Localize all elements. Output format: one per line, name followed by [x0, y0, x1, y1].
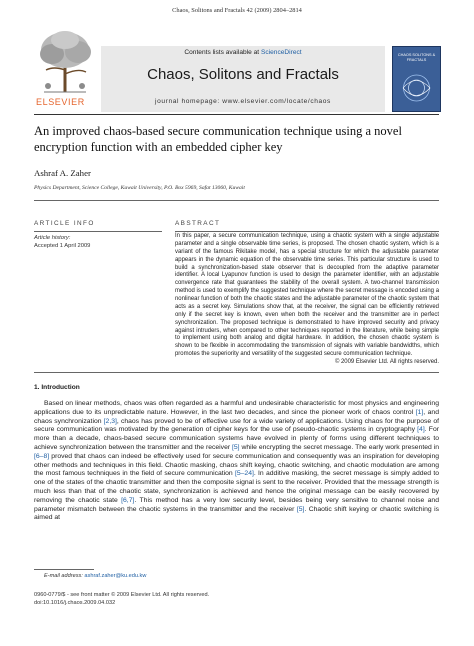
- citation-link[interactable]: [1]: [415, 408, 424, 416]
- intro-text-segment: proved that chaos can indeed be effectively used for secure communication and consequently was an inspiration for developing other methods and techniques in this field. Chaotic masking, chaos shift keying, chaotic switching, and chaotic modulation are among the most famous techniques in the field of secure communication: [34, 452, 439, 478]
- running-head: Chaos, Solitons and Fractals 42 (2009) 2804–2814: [172, 7, 302, 14]
- abstract-bottom-rule: [34, 372, 439, 373]
- article-history-label: Article history:: [34, 235, 71, 241]
- abstract-label: ABSTRACT: [175, 220, 221, 227]
- author-email-link[interactable]: ashraf.zaher@ku.edu.kw: [84, 573, 147, 579]
- citation-link[interactable]: [5]: [232, 443, 240, 451]
- citation-link[interactable]: [6–8]: [34, 452, 50, 460]
- abstract-copyright: © 2009 Elsevier Ltd. All rights reserved.: [334, 359, 439, 365]
- abstract-rule: [175, 231, 439, 232]
- publisher-wordmark: ELSEVIER: [36, 97, 85, 107]
- journal-title: Chaos, Solitons and Fractals: [147, 66, 339, 83]
- cover-title: CHAOS SOLITONS & FRACTALS: [397, 53, 436, 62]
- intro-text-segment: . In additive masking, the secret message is simply added to one of the states of the chaotic transmitter and then the composite signal is sent to the receiver. Provided that the message strength is much less than that of the chaotic state, synchronization is achieved and hence the original message can be easily recovered by removing the chaotic state: [34, 470, 439, 504]
- email-label: E-mail address:: [44, 573, 83, 579]
- doi-line[interactable]: doi:10.1016/j.chaos.2009.04.032: [34, 600, 116, 606]
- contents-availability: [101, 49, 385, 56]
- article-info-rule: [34, 231, 162, 232]
- citation-link[interactable]: [6,7]: [121, 496, 135, 504]
- intro-text-segment: . This method has a very low security level, besides being very sensitive to channel noise and parameter mismatch between the chaotic systems in the transmitter and the receiver: [34, 496, 439, 513]
- email-footnote: [44, 573, 146, 579]
- citation-link[interactable]: [2,3]: [103, 417, 117, 425]
- sciencedirect-link[interactable]: ScienceDirect: [260, 49, 302, 56]
- intro-text-segment: , chaos has proved to be of effective use for a wide variety of applications. Using chaos for the purpose of secure communication was motivated by the generation of cipher keys for the use of pseudo-chaotic systems in cryptography: [34, 417, 440, 434]
- abstract-body: In this paper, a secure communication technique, using a chaotic system with a single adjustable parameter and a single observable time series, is proposed. The chosen chaotic system, which is a variant of the famous Rikitake model, has a special structure for which the adjustable parameter appears in the dynamic equation of the observable time series. This particular structure is used to build a synchronization-based state observer that is decoupled from the adaptive parameter identifier. A local Lyapunov function is used to design the parameter identifier, with an adjustable convergence rate that guarantees the stability of the overall system. A two-channel transmission method is used to exemplify the suggested technique where the secret message is encoded using a nonlinear function of both the chaotic states and the adjustable parameter of the chaotic system that acts as a secret key. Simulations show that, at the receiver, the signal can be efficiently retrieved only if the secret key is known, even when both the receiver and the transmitter are in perfect synchronization. The proposed technique is demonstrated to have improved security and privacy against intruders, when compared to other techniques reported in the literature, while being simple to implement using both analog and digital hardware. In addition, the chosen chaotic system is shown to be flexible in accommodating the transmission of signals with variable bandwidths, which promotes the superiority and versatility of the suggested secure communication technique.: [175, 233, 439, 358]
- masthead-rule: [34, 114, 439, 115]
- citation-link[interactable]: [5–24]: [234, 470, 254, 478]
- citation-link[interactable]: [5]: [296, 505, 305, 513]
- contents-prefix: Contents lists available at: [184, 49, 261, 56]
- citation-link[interactable]: [4]: [417, 426, 425, 434]
- introduction-heading: 1. Introduction: [34, 384, 80, 391]
- introduction-body: [34, 400, 439, 523]
- footnote-rule: [34, 569, 94, 570]
- journal-cover-thumbnail: [392, 46, 441, 112]
- journal-homepage[interactable]: journal homepage: www.elsevier.com/locate/chaos: [155, 98, 331, 105]
- author-name: Ashraf A. Zaher: [34, 168, 91, 178]
- elsevier-tree-logo: [34, 26, 96, 106]
- cover-fractal-graphic: [398, 71, 435, 105]
- article-title: An improved chaos-based secure communication technique using a novel encryption function with an embedded cipher key: [34, 124, 402, 154]
- intro-text-segment: . Chaotic shift keying or chaotic switching is aimed at: [34, 505, 439, 522]
- intro-text-segment: . For more than a decade, chaos-based secure communication systems have evolved in plenty of forms using different techniques to achieve synchronization between the transmitter and the receiver: [34, 426, 439, 451]
- intro-text-segment: Based on linear methods, chaos was often regarded as a harmful and undesirable characteristic for most physics and engineering applications due to its unpredictable nature. However, in the last two decades, and since the pioneer work of chaos control: [34, 400, 439, 416]
- intro-text-segment: while encrypting the secret message. The early work presented in: [239, 443, 439, 451]
- issn-line: 0960-0779/$ - see front matter © 2009 Elsevier Ltd. All rights reserved.: [34, 592, 210, 598]
- article-info-label: ARTICLE INFO: [34, 220, 95, 227]
- title-rule: [34, 200, 439, 201]
- accepted-date: Accepted 1 April 2009: [34, 243, 91, 249]
- intro-text-segment: , and chaos synchronization: [34, 408, 439, 425]
- author-affiliation: Physics Department, Science College, Kuwait University, P.O. Box 5969, Safat 13060, Kuwait: [34, 185, 245, 191]
